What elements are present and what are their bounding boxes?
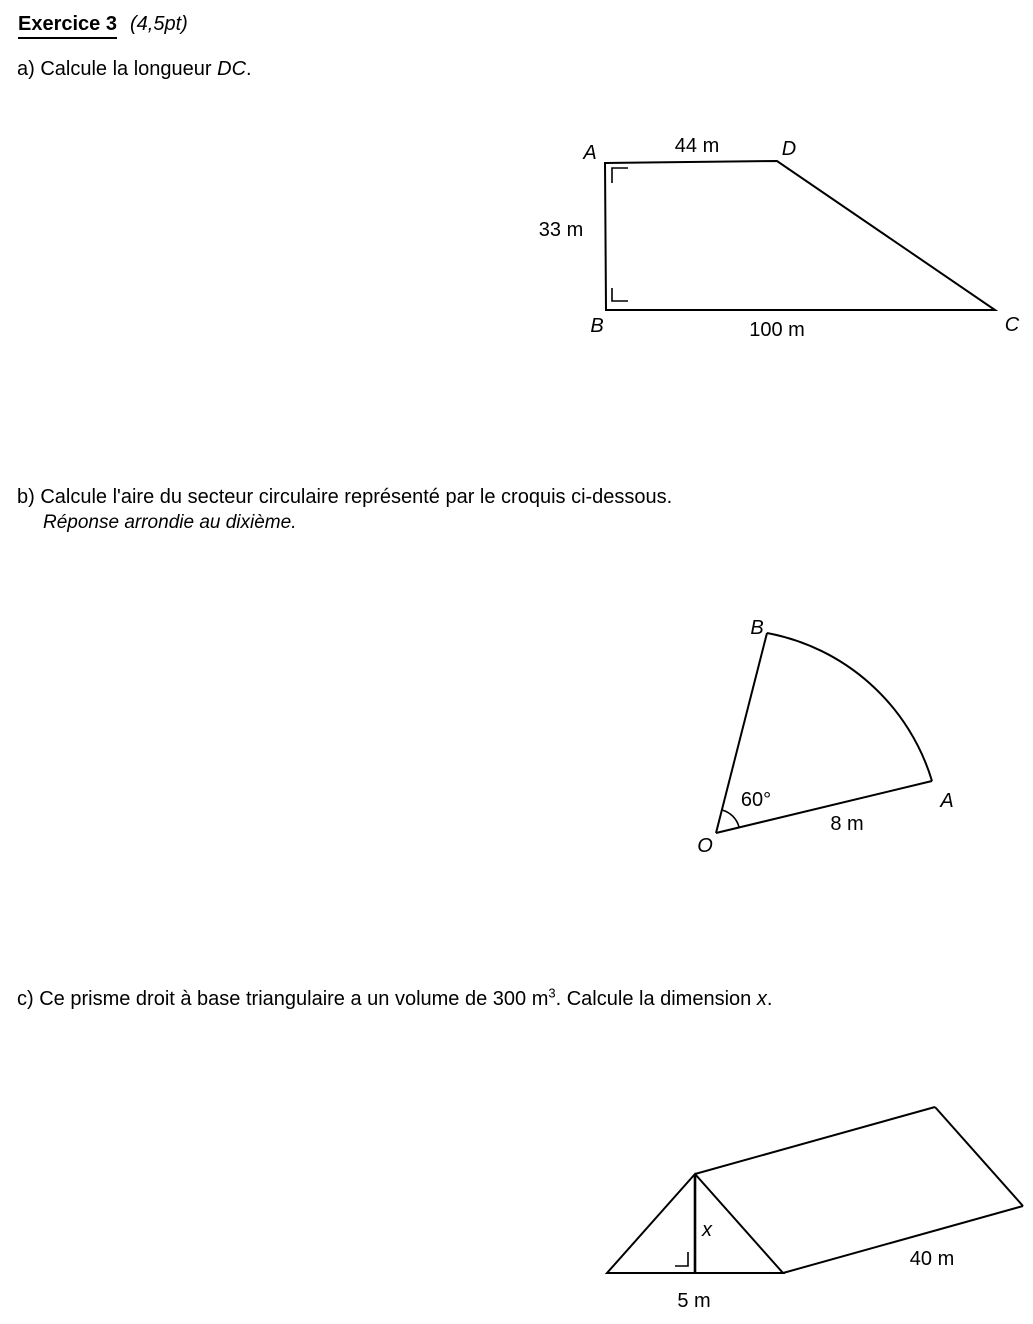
angle-label: 60° (740, 789, 772, 811)
sector-figure (670, 600, 970, 870)
point-label-a: A (940, 790, 954, 812)
part-c-prompt-end: . (766, 988, 773, 1010)
part-a-prompt-math: DC (217, 58, 247, 80)
length-label: 40 m (909, 1248, 955, 1270)
part-b-prompt: b) Calcule l'aire du secteur circulaire représenté par le croquis ci-dessous. (17, 486, 673, 508)
height-label: x (702, 1219, 712, 1241)
angle-arc-mark (722, 810, 739, 827)
prism-back-slope (935, 1107, 1023, 1206)
radius-label: 8 m (830, 813, 864, 835)
length-label-bc: 100 m (749, 319, 805, 341)
point-label-b: B (750, 617, 764, 639)
base-label: 5 m (677, 1290, 711, 1312)
trapezoid-figure (530, 130, 1033, 350)
trapezoid-outline (605, 161, 995, 310)
right-angle-mark-b (612, 288, 628, 301)
part-a-prompt (17, 58, 252, 81)
part-c-prompt-exponent: 3 (548, 985, 556, 1001)
right-angle-mark-height (675, 1252, 688, 1266)
length-label-ab: 33 m (538, 219, 584, 241)
part-c-prompt-math: x (756, 988, 767, 1010)
vertex-label-c: C (1004, 314, 1020, 336)
right-angle-mark-a (612, 168, 628, 183)
part-a-prompt-end: . (246, 58, 252, 80)
prism-figure (590, 1095, 1033, 1324)
vertex-label-b: B (590, 315, 604, 337)
part-c-prompt-mid: . Calcule la dimension (555, 988, 757, 1010)
prism-bottom-edge (783, 1206, 1023, 1273)
exercise-title: Exercice 3 (18, 13, 117, 39)
sector-arc (767, 633, 932, 781)
exercise-points: (4,5pt) (129, 13, 188, 35)
exercise-header (18, 13, 188, 39)
part-c-prompt-lead: c) Ce prisme droit à base triangulaire a un volume de 300 m (17, 988, 549, 1010)
vertex-label-d: D (781, 138, 797, 160)
point-label-o: O (697, 835, 713, 857)
part-a-prompt-lead: a) Calcule la longueur (17, 58, 218, 80)
part-c-prompt (17, 985, 773, 1011)
vertex-label-a: A (583, 142, 597, 164)
length-label-ad: 44 m (674, 135, 720, 157)
prism-top-ridge (695, 1107, 935, 1174)
part-b-note: Réponse arrondie au dixième. (43, 512, 297, 533)
